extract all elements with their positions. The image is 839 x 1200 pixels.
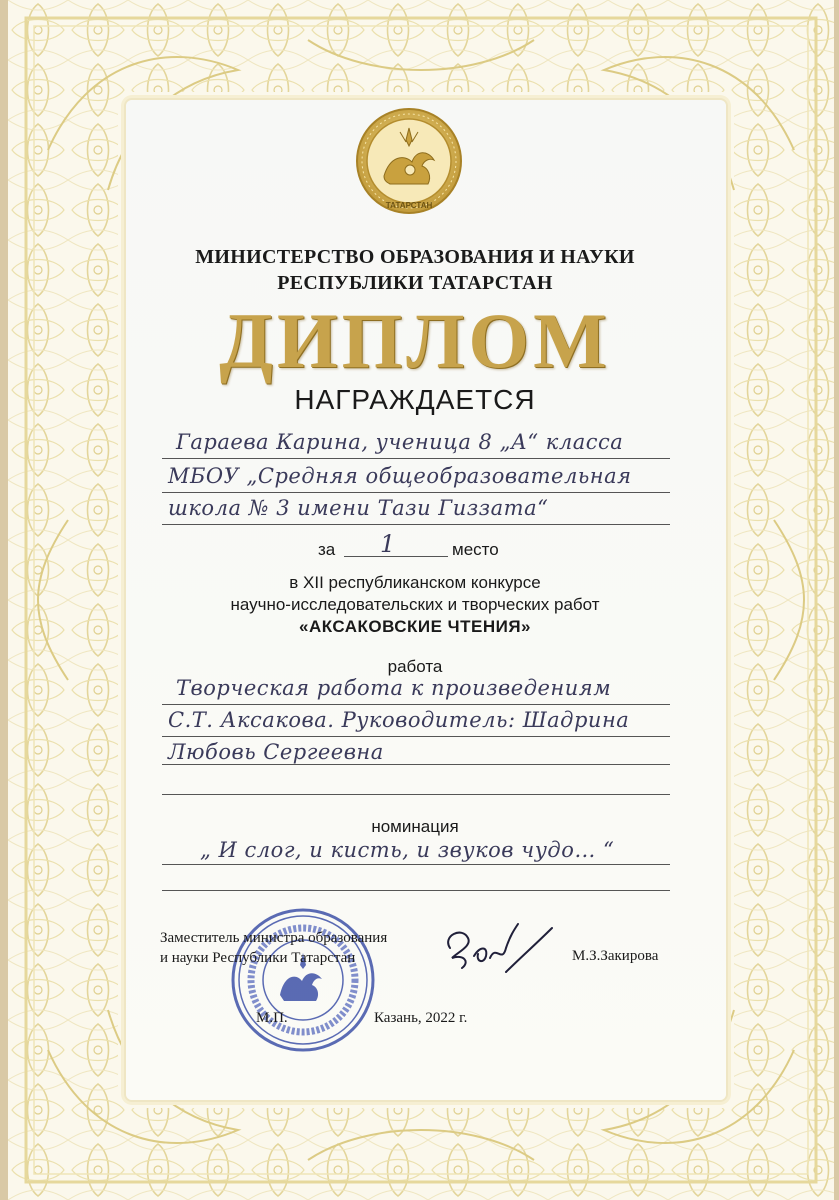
diploma-title: ДИПЛОМ: [219, 297, 611, 384]
nomination-value: „ И слог, и кисть, и звуков чудо… “: [200, 838, 615, 862]
deputy-line-2: и науки Республики Татарстан: [160, 950, 356, 966]
place-value: 1: [380, 530, 396, 558]
tatarstan-emblem-icon: [354, 106, 464, 216]
place-prefix: за: [318, 540, 336, 559]
underline: [162, 704, 670, 705]
work-line-1: Творческая работа к произведениям: [176, 676, 612, 700]
underline: [162, 458, 670, 459]
underline: [162, 794, 670, 795]
ministry-line-2: РЕСПУБЛИКИ ТАТАРСТАН: [277, 272, 553, 294]
work-line-2: С.Т. Аксакова. Руководитель: Шадрина: [168, 708, 630, 732]
work-line-3: Любовь Сергеевна: [168, 740, 384, 764]
underline: [162, 764, 670, 765]
deputy-title: [160, 928, 387, 968]
nomination-label: номинация: [371, 817, 459, 836]
underline: [162, 736, 670, 737]
work-label: работа: [387, 657, 443, 676]
city-year: Казань, 2022 г.: [374, 1010, 468, 1026]
seal-place-label: М.П.: [256, 1010, 288, 1026]
underline: [162, 492, 670, 493]
contest-line-3: «АКСАКОВСКИЕ ЧТЕНИЯ»: [298, 617, 531, 636]
contest-line-1: в XII республиканском конкурсе: [289, 573, 541, 592]
contest-line-2: научно-исследовательских и творческих работ: [230, 595, 600, 614]
underline: [162, 864, 670, 865]
contest-description: [150, 572, 680, 638]
emblem-text: ТАТАРСТАН: [385, 201, 433, 210]
ministry-heading: [150, 244, 680, 296]
recipient-line-1: Гараева Карина, ученица 8 „А“ класса: [176, 430, 624, 454]
signer-name: М.З.Закирова: [572, 948, 659, 964]
awarded-label: НАГРАЖДАЕТСЯ: [294, 384, 536, 415]
ministry-line-1: МИНИСТЕРСТВО ОБРАЗОВАНИЯ И НАУКИ: [195, 246, 635, 268]
deputy-line-1: Заместитель министра образования: [160, 930, 388, 946]
place-suffix: место: [452, 540, 499, 559]
signature-block: [160, 928, 680, 1048]
underline: [162, 524, 670, 525]
recipient-line-2: МБОУ „Средняя общеобразовательная: [168, 464, 632, 488]
recipient-line-3: школа № 3 имени Тази Гиззата“: [168, 496, 549, 520]
underline: [162, 890, 670, 891]
place-underline: [344, 556, 448, 557]
